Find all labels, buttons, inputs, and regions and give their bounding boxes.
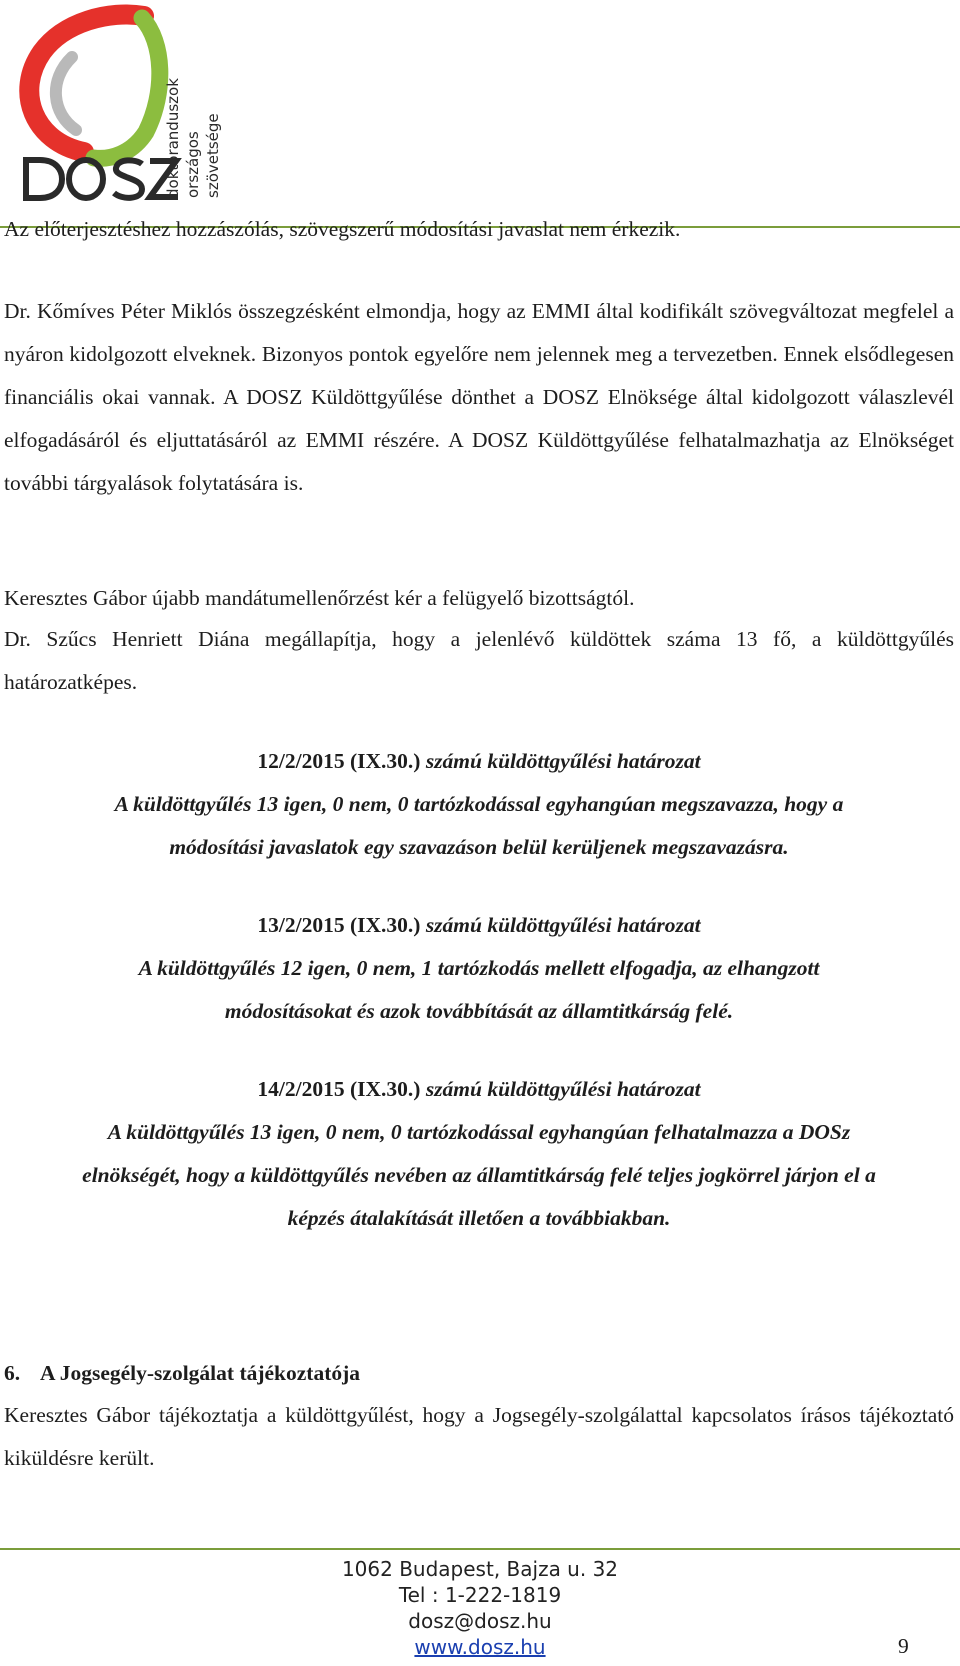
resolution-number: 13/2/2015 (IX.30.)	[257, 913, 421, 937]
footer	[230, 1556, 730, 1660]
section-heading	[4, 1352, 360, 1395]
logo-tagline-1: doktoranduszok	[164, 78, 182, 198]
page-number: 9	[898, 1634, 909, 1658]
quorum-paragraph: Dr. Szűcs Henriett Diána megállapítja, hogy a jelenlévő küldöttek száma 13 fő, a küldöttgyűlés határozatképes.	[4, 627, 954, 694]
resolution-line: A küldöttgyűlés 13 igen, 0 nem, 0 tartózkodással egyhangúan megszavazza, hogy a	[114, 792, 844, 816]
resolution-block	[4, 740, 954, 869]
dosz-logo-mark	[14, 2, 234, 212]
footer-email: dosz@dosz.hu	[408, 1609, 552, 1633]
resolution-title	[4, 904, 954, 947]
resolution-line: A küldöttgyűlés 13 igen, 0 nem, 0 tartózkodással egyhangúan felhatalmazza a DOSz	[107, 1120, 851, 1144]
footer-rule	[0, 1548, 960, 1550]
resolution-block	[4, 904, 954, 1033]
resolution-title-text: számú küldöttgyűlési határozat	[420, 1077, 701, 1101]
resolution-block	[4, 1068, 954, 1240]
resolution-number: 12/2/2015 (IX.30.)	[257, 749, 421, 773]
summary-paragraph: Dr. Kőmíves Péter Miklós összegzésként elmondja, hogy az EMMI által kodifikált szövegváltozat megfelel a nyáron kidolgozott elveknek. Bizonyos pontok egyelőre nem jelennek meg a tervezetben. Ennek elsődlegesen financiális okai vannak. A DOSZ Küldöttgyűlése dönthet a DOSZ Elnöksége által kidolgozott válaszlevél elfogadásáról és eljuttatásáról az EMMI részére. A DOSZ Küldöttgyűlése felhatalmazhatja az Elnökséget további tárgyalások folytatására is.	[4, 299, 954, 495]
logo-tagline-2: országos	[184, 131, 202, 198]
dosz-logo	[14, 2, 234, 212]
resolution-line: módosításokat és azok továbbítását az államtitkárság felé.	[224, 999, 734, 1023]
resolution-title-text: számú küldöttgyűlési határozat	[420, 749, 701, 773]
logo-tagline-3: szövetsége	[204, 113, 222, 198]
resolution-line: elnökségét, hogy a küldöttgyűlés nevében az államtitkárság felé teljes jogkörrel járjon el a	[82, 1163, 876, 1187]
mandate-check-paragraph: Keresztes Gábor újabb mandátumellenőrzést kér a felügyelő bizottságtól.	[4, 586, 635, 610]
resolution-number: 14/2/2015 (IX.30.)	[257, 1077, 421, 1101]
resolution-line: képzés átalakítását illetően a továbbiakban.	[287, 1206, 671, 1230]
section-title: A Jogsegély-szolgálat tájékoztatója	[40, 1361, 361, 1385]
section-number: 6.	[4, 1361, 21, 1385]
section-paragraph: Keresztes Gábor tájékoztatja a küldöttgyűlést, hogy a Jogsegély-szolgálattal kapcsolatos írásos tájékoztató kiküldésre került.	[4, 1403, 954, 1470]
resolution-line: módosítási javaslatok egy szavazáson belül kerüljenek megszavazásra.	[169, 835, 789, 859]
resolution-line: A küldöttgyűlés 12 igen, 0 nem, 1 tartózkodás mellett elfogadja, az elhangzott	[138, 956, 820, 980]
footer-address: 1062 Budapest, Bajza u. 32	[341, 1557, 619, 1581]
resolution-title	[4, 1068, 954, 1111]
intro-text: Az előterjesztéshez hozzászólás, szövegszerű módosítási javaslat nem érkezik.	[4, 217, 681, 241]
resolution-title-text: számú küldöttgyűlési határozat	[420, 913, 701, 937]
footer-phone: Tel : 1-222-1819	[398, 1583, 562, 1607]
resolution-title	[4, 740, 954, 783]
footer-website-link[interactable]: www.dosz.hu	[414, 1635, 546, 1659]
